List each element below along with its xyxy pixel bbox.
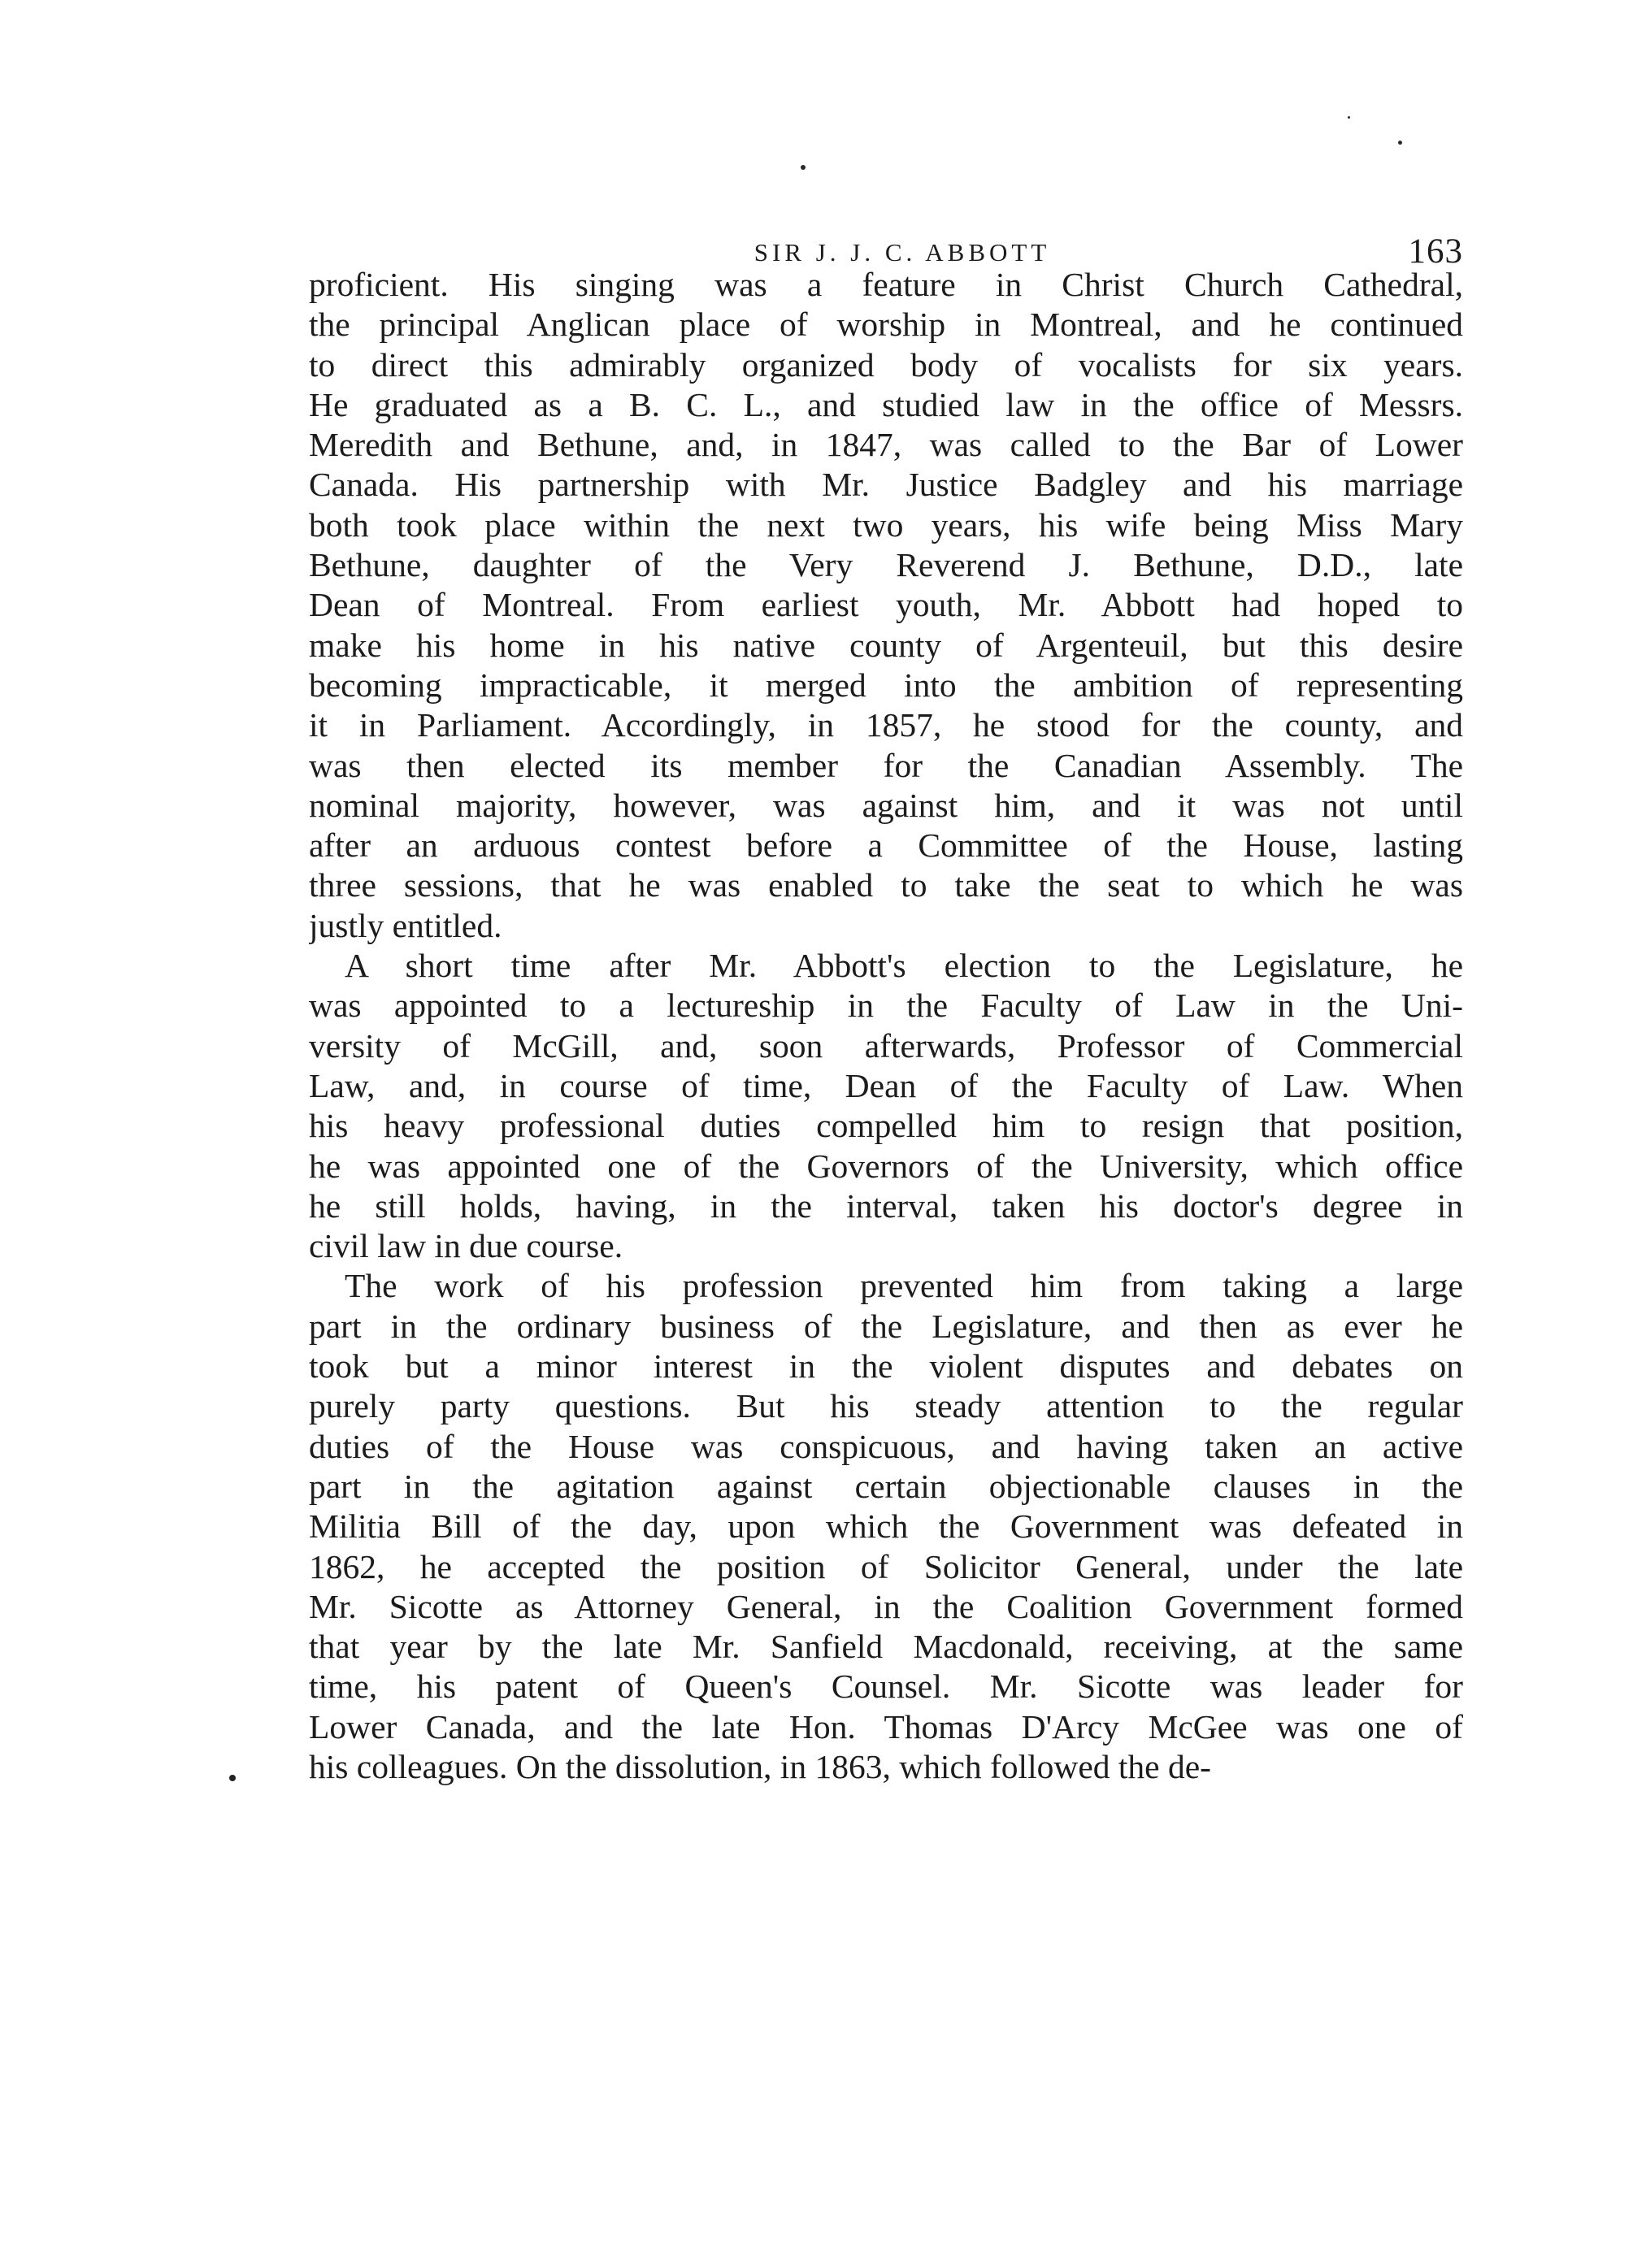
text-line: the principal Anglican place of worship in Montreal, and he continued [309, 306, 1463, 344]
text-line: 1862, he accepted the position of Solicitor General, under the late [309, 1547, 1463, 1585]
text-line: A short time after Mr. Abbott's election to the Legislature, he [345, 947, 1463, 985]
text-line: part in the ordinary business of the Legislature, and then as ever he [309, 1307, 1463, 1345]
text-line: civil law in due course. [309, 1227, 623, 1265]
text-line: three sessions, that he was enabled to take the seat to which he was [309, 866, 1463, 904]
text-line: it in Parliament. Accordingly, in 1857, he stood for the county, and [309, 706, 1463, 744]
print-speck [1398, 141, 1402, 145]
text-line: to direct this admirably organized body of vocalists for six years. [309, 345, 1463, 384]
text-line: after an arduous contest before a Committee of the House, lasting [309, 826, 1463, 865]
text-line: duties of the House was conspicuous, and having taken an active [309, 1427, 1463, 1465]
text-line: nominal majority, however, was against him, and it was not until [309, 786, 1463, 824]
text-line: The work of his profession prevented him from taking a large [345, 1267, 1463, 1305]
text-line: he still holds, having, in the interval, taken his doctor's degree in [309, 1186, 1463, 1225]
text-line: versity of McGill, and, soon afterwards, Professor of Commercial [309, 1026, 1463, 1065]
text-line: both took place within the next two years, his wife being Miss Mary [309, 505, 1463, 544]
text-line: proficient. His singing was a feature in Christ Church Cathedral, [309, 266, 1463, 303]
text-line: part in the agitation against certain objectionable clauses in the [309, 1467, 1463, 1505]
text-line: purely party questions. But his steady attention to the regular [309, 1387, 1463, 1425]
text-line: time, his patent of Queen's Counsel. Mr. Sicotte was leader for [309, 1667, 1463, 1706]
text-line: Militia Bill of the day, upon which the Government was defeated in [309, 1507, 1463, 1546]
page-number: 163 [1408, 232, 1463, 271]
text-line: his heavy professional duties compelled him to resign that position, [309, 1107, 1463, 1145]
text-line: justly entitled. [309, 906, 502, 944]
paragraph [309, 946, 1463, 1266]
print-speck [1348, 116, 1350, 119]
text-line: Law, and, in course of time, Dean of the Faculty of Law. When [309, 1066, 1463, 1104]
margin-mark [229, 1775, 236, 1781]
text-line: that year by the late Mr. Sanfield Macdonald, receiving, at the same [309, 1628, 1463, 1666]
body-text [309, 265, 1463, 1787]
paragraph [309, 1266, 1463, 1787]
print-speck [801, 165, 806, 170]
text-line: Lower Canada, and the late Hon. Thomas D'Arcy McGee was one of [309, 1707, 1463, 1745]
text-line: Mr. Sicotte as Attorney General, in the Coalition Government formed [309, 1587, 1463, 1625]
text-line: was then elected its member for the Canadian Assembly. The [309, 746, 1463, 784]
text-line: he was appointed one of the Governors of the University, which office [309, 1147, 1463, 1185]
text-line: Bethune, daughter of the Very Reverend J. Bethune, D.D., late [309, 546, 1463, 584]
text-line: took but a minor interest in the violent disputes and debates on [309, 1347, 1463, 1386]
text-line: Meredith and Bethune, and, in 1847, was called to the Bar of Lower [309, 426, 1463, 464]
text-line: Canada. His partnership with Mr. Justice Badgley and his marriage [309, 466, 1463, 504]
paragraph [309, 265, 1463, 946]
text-line: He graduated as a B. C. L., and studied law in the office of Messrs. [309, 385, 1463, 423]
running-title: SIR J. J. C. ABBOTT [754, 238, 1051, 267]
text-line: was appointed to a lectureship in the Faculty of Law in the Uni- [309, 987, 1463, 1025]
text-line: make his home in his native county of Argenteuil, but this desire [309, 626, 1463, 664]
text-line: his colleagues. On the dissolution, in 1863, which followed the de- [309, 1747, 1211, 1785]
text-line: Dean of Montreal. From earliest youth, Mr. Abbott had hoped to [309, 586, 1463, 624]
text-line: becoming impracticable, it merged into the ambition of representing [309, 666, 1463, 704]
